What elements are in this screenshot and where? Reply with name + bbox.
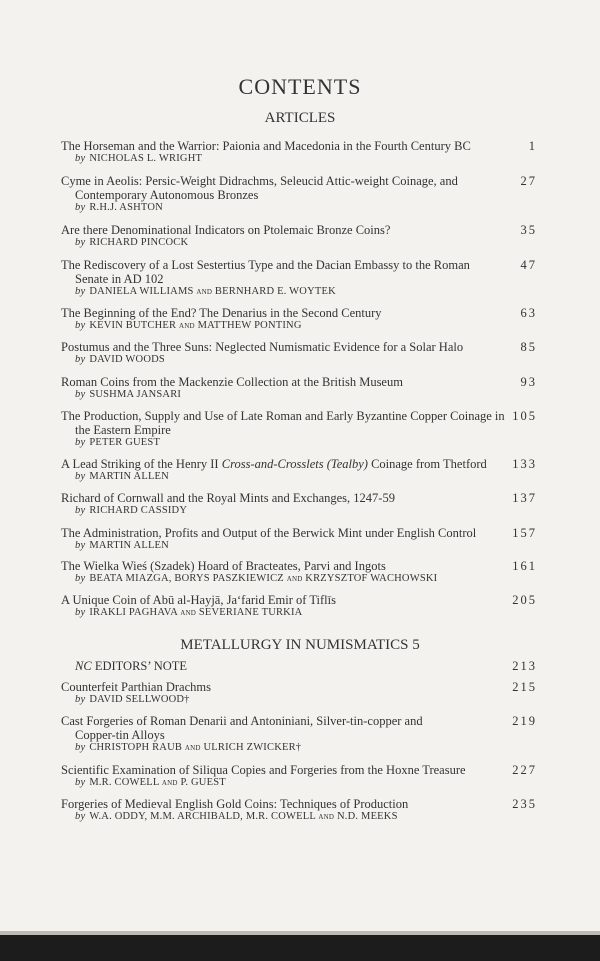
entry-authors — [61, 540, 543, 552]
entry-title: Counterfeit Parthian Drachms — [61, 680, 211, 694]
entry-authors — [61, 471, 543, 483]
entry-page-number: 157 — [512, 526, 537, 540]
entry-title: The Wielka Wieś (Szadek) Hoard of Bracteates, Parvi and Ingots — [61, 559, 386, 573]
entry-authors — [61, 811, 543, 823]
by-label: by — [75, 811, 86, 822]
entry-authors — [61, 202, 543, 214]
entry-authors — [61, 153, 543, 165]
entry-page-number: 133 — [512, 457, 537, 471]
entry-page-number: 47 — [520, 258, 537, 272]
toc-entry[interactable] — [61, 340, 543, 366]
by-label: by — [75, 540, 86, 551]
entry-authors — [61, 742, 543, 754]
authors-names: MARTIN ALLEN — [89, 540, 169, 551]
entry-page-number: 1 — [528, 139, 537, 153]
authors-names: IRAKLI PAGHAVA and SEVERIANE TURKIA — [89, 607, 303, 618]
authors-names: SUSHMA JANSARI — [89, 389, 182, 400]
entry-title: A Unique Coin of Abū al-Hayjā, Ja‘farid Emir of Tiflīs — [61, 593, 336, 607]
by-label: by — [75, 607, 86, 618]
toc-entry[interactable] — [61, 763, 543, 789]
entry-page-number: 137 — [512, 491, 537, 505]
entry-title — [61, 457, 501, 471]
toc-entry[interactable] — [61, 174, 543, 214]
entry-page-number: 219 — [512, 714, 537, 728]
authors-names: DAVID SELLWOOD† — [89, 694, 190, 705]
entry-title: Are there Denominational Indicators on Ptolemaic Bronze Coins? — [61, 223, 391, 237]
entry-authors — [61, 354, 543, 366]
by-label: by — [75, 742, 86, 753]
authors-names: RICHARD CASSIDY — [89, 505, 188, 516]
toc-entry[interactable] — [61, 258, 543, 298]
authors-names: CHRISTOPH RAUB and ULRICH ZWICKER† — [89, 742, 302, 753]
toc-entry[interactable] — [61, 714, 543, 754]
entry-page-number: 63 — [520, 306, 537, 320]
by-label: by — [75, 777, 86, 788]
entry-authors — [61, 437, 543, 449]
authors-names: DANIELA WILLIAMS and BERNHARD E. WOYTEK — [89, 286, 336, 297]
entry-page-number: 85 — [520, 340, 537, 354]
entry-title — [61, 659, 515, 673]
toc-entry[interactable] — [61, 526, 543, 552]
toc-entry[interactable] — [61, 457, 543, 483]
toc-entry[interactable] — [61, 139, 543, 165]
by-label: by — [75, 153, 86, 164]
entry-title: The Beginning of the End? The Denarius in the Second Century — [61, 306, 382, 320]
entry-authors — [61, 389, 543, 401]
entry-authors — [61, 237, 543, 249]
entry-title-line: The Rediscovery of a Lost Sestertius Type and the Dacian Embassy to the Roman — [61, 258, 470, 272]
authors-names: RICHARD PINCOCK — [89, 237, 189, 248]
entry-title-continuation: the Eastern Empire — [75, 423, 171, 437]
section-heading-metallurgy: METALLURGY IN NUMISMATICS 5 — [180, 637, 420, 653]
by-label: by — [75, 286, 86, 297]
by-label: by — [75, 573, 86, 584]
toc-entry-editors-note[interactable] — [61, 659, 543, 673]
toc-entry[interactable] — [61, 223, 543, 249]
authors-names: M.R. COWELL and P. GUEST — [89, 777, 226, 788]
entry-authors — [61, 505, 543, 517]
authors-names: PETER GUEST — [89, 437, 161, 448]
entry-authors — [61, 320, 543, 332]
by-label: by — [75, 202, 86, 213]
entry-title-line: The Production, Supply and Use of Late Roman and Early Byzantine Copper Coinage in — [61, 409, 505, 423]
entry-title — [61, 258, 501, 286]
entry-page-number: 105 — [512, 409, 537, 423]
by-label: by — [75, 237, 86, 248]
entry-page-number: 161 — [512, 559, 537, 573]
by-label: by — [75, 354, 86, 365]
entry-title: Richard of Cornwall and the Royal Mints and Exchanges, 1247-59 — [61, 491, 395, 505]
entry-page-number: 27 — [520, 174, 537, 188]
entry-page-number: 235 — [512, 797, 537, 811]
authors-names: W.A. ODDY, M.M. ARCHIBALD, M.R. COWELL and N.D. MEEKS — [89, 811, 398, 822]
page-title: CONTENTS — [238, 74, 362, 99]
entry-title: Forgeries of Medieval English Gold Coins: Techniques of Production — [61, 797, 409, 811]
toc-entry[interactable] — [61, 375, 543, 401]
entry-title: Scientific Examination of Siliqua Copies and Forgeries from the Hoxne Treasure — [61, 763, 466, 777]
entry-title-line: Cast Forgeries of Roman Denarii and Antoniniani, Silver-tin-copper and — [61, 714, 423, 728]
authors-names: KEVIN BUTCHER and MATTHEW PONTING — [89, 320, 302, 331]
entry-title-post: Coinage from Thetford — [367, 457, 487, 471]
authors-names: BEATA MIAZGA, BORYS PASZKIEWICZ and KRZYSZTOF WACHOWSKI — [89, 573, 438, 584]
toc-entry[interactable] — [61, 680, 543, 706]
authors-names: NICHOLAS L. WRIGHT — [89, 153, 203, 164]
entry-title-italic: Cross-and-Crosslets (Tealby) — [221, 457, 368, 471]
entry-authors — [61, 777, 543, 789]
by-label: by — [75, 471, 86, 482]
entry-title-continuation: Copper-tin Alloys — [75, 728, 165, 742]
by-label: by — [75, 437, 86, 448]
by-label: by — [75, 694, 86, 705]
entry-title — [61, 714, 501, 742]
entry-title — [61, 409, 531, 437]
entry-title-italic: NC — [75, 659, 92, 673]
entry-title: The Horseman and the Warrior: Paionia and Macedonia in the Fourth Century BC — [61, 139, 471, 153]
authors-names: MARTIN ALLEN — [89, 471, 169, 482]
entry-page-number: 215 — [512, 680, 537, 694]
entry-authors — [61, 694, 543, 706]
entry-title-continuation: Contemporary Autonomous Bronzes — [75, 188, 259, 202]
entry-page-number: 35 — [520, 223, 537, 237]
toc-entry[interactable] — [61, 797, 543, 823]
entry-title: The Administration, Profits and Output of the Berwick Mint under English Control — [61, 526, 477, 540]
section-heading-articles: ARTICLES — [264, 110, 336, 126]
entry-title-rest: EDITORS’ NOTE — [91, 659, 188, 673]
authors-names: DAVID WOODS — [89, 354, 165, 365]
entry-title: Postumus and the Three Suns: Neglected Numismatic Evidence for a Solar Halo — [61, 340, 464, 354]
by-label: by — [75, 389, 86, 400]
entry-title — [61, 174, 501, 202]
toc-entry[interactable] — [61, 306, 543, 332]
entry-page-number: 227 — [512, 763, 537, 777]
entry-authors — [61, 573, 543, 585]
authors-names: R.H.J. ASHTON — [89, 202, 163, 213]
entry-title-continuation: Senate in AD 102 — [75, 272, 164, 286]
entry-page-number: 93 — [520, 375, 537, 389]
bottom-dark-border — [0, 935, 600, 961]
toc-entry[interactable] — [61, 593, 543, 619]
by-label: by — [75, 320, 86, 331]
entry-page-number: 205 — [512, 593, 537, 607]
entry-authors — [61, 286, 543, 298]
toc-entry[interactable] — [61, 409, 543, 449]
entry-page-number: 213 — [512, 659, 537, 673]
toc-entry[interactable] — [61, 491, 543, 517]
entry-title: Roman Coins from the Mackenzie Collection at the British Museum — [61, 375, 403, 389]
by-label: by — [75, 505, 86, 516]
entry-title-line: Cyme in Aeolis: Persic-Weight Didrachms, Seleucid Attic-weight Coinage, and — [61, 174, 458, 188]
entry-title-pre: A Lead Striking of the Henry II — [61, 457, 222, 471]
entry-authors — [61, 607, 543, 619]
toc-entry[interactable] — [61, 559, 543, 585]
